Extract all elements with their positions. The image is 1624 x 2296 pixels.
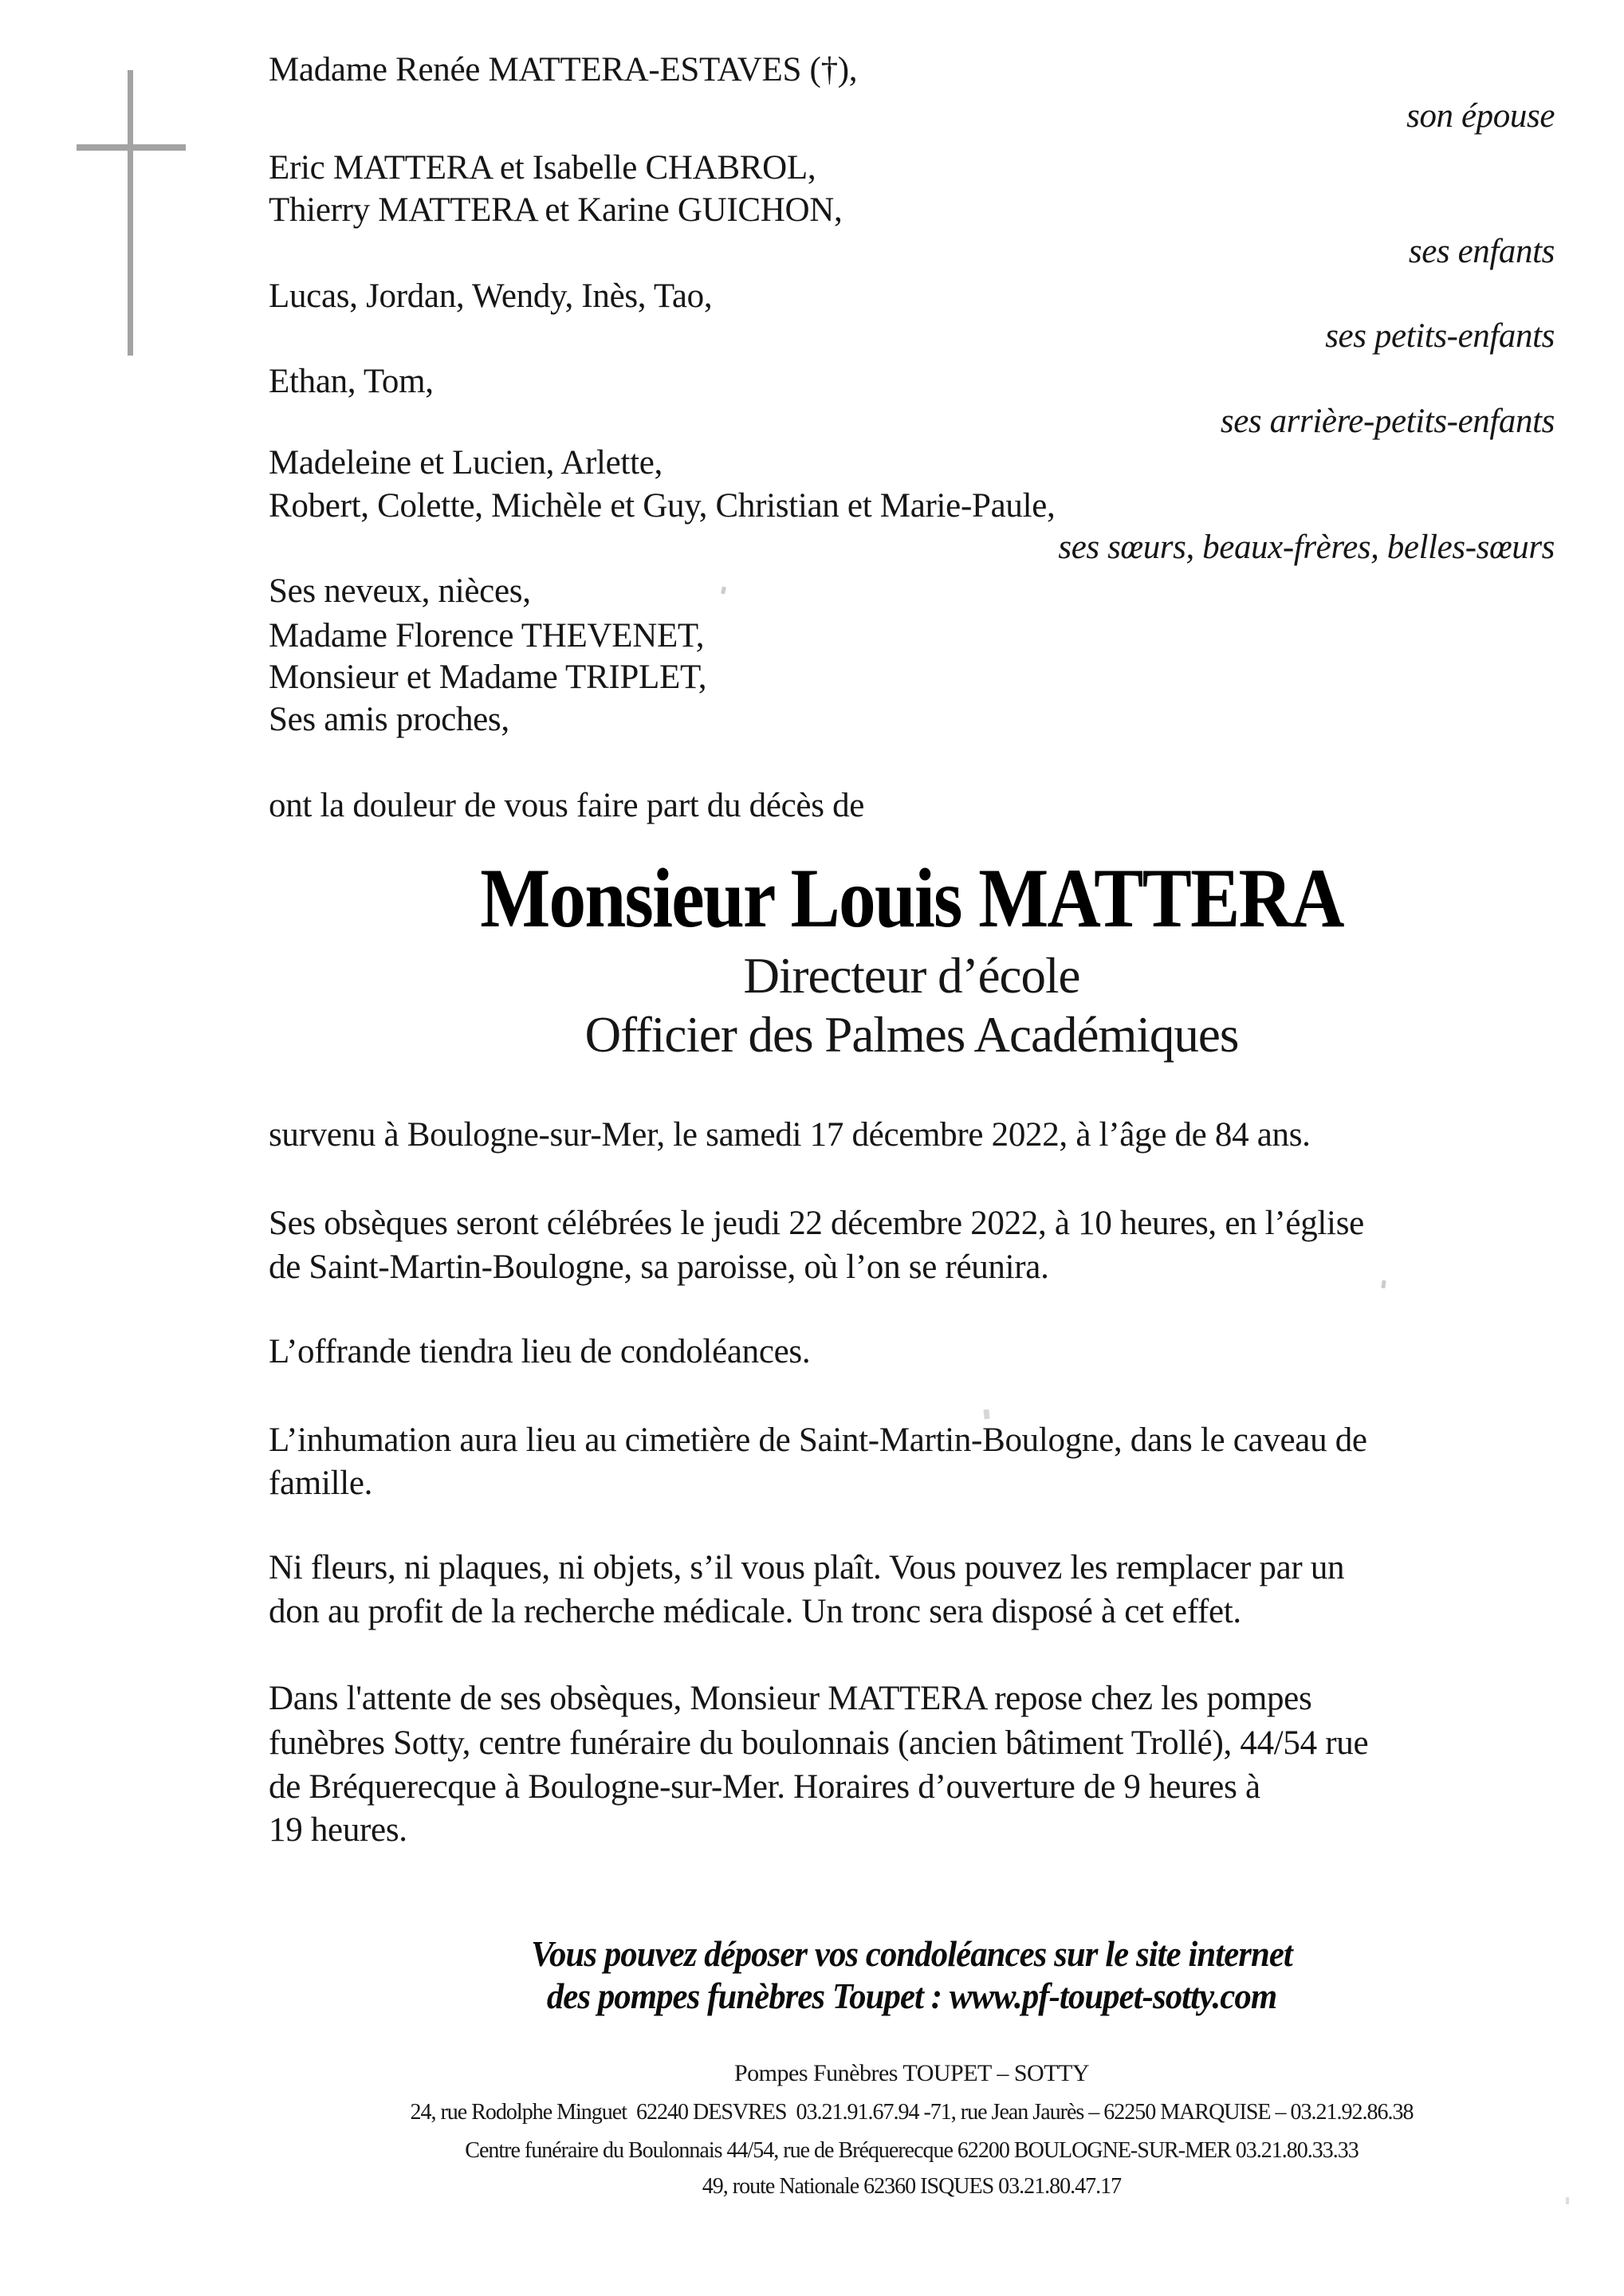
paragraph-line: funèbres Sotty, centre funéraire du boulonnais (ancien bâtiment Trollé), 44/54 rue [269, 1724, 1369, 1762]
deceased-title: Directeur d’école [743, 948, 1080, 1004]
paragraph-line: Ses obsèques seront célébrées le jeudi 22 décembre 2022, à 10 heures, en l’église [269, 1205, 1364, 1242]
relative-names-line: Thierry MATTERA et Karine GUICHON, [269, 191, 843, 229]
scan-speck [1381, 1280, 1386, 1289]
paragraph-line: Dans l'attente de ses obsèques, Monsieur MATTERA repose chez les pompes [269, 1680, 1312, 1717]
condolences-note-line: Vous pouvez déposer vos condoléances sur le site internet [531, 1933, 1292, 1974]
paragraph-line: 19 heures. [269, 1811, 407, 1849]
footer-address: 24, rue Rodolphe Minguet 62240 DESVRES 03.21.91.67.94 -71, rue Jean Jaurès – 62250 MARQUISE – 03.21.92.86.38 [410, 2100, 1414, 2125]
relative-names-line: Monsieur et Madame TRIPLET, [269, 659, 707, 696]
relative-names-line: Eric MATTERA et Isabelle CHABROL, [269, 149, 816, 187]
footer-address: Centre funéraire du Boulonnais 44/54, rue de Bréquerecque 62200 BOULOGNE-SUR-MER 03.21.80.33.33 [465, 2138, 1359, 2163]
announcement-intro: ont la douleur de vous faire part du décès de [269, 787, 865, 824]
memorial-cross-icon [77, 70, 186, 356]
relation-label: son épouse [1406, 97, 1555, 135]
relative-names-line: Robert, Colette, Michèle et Guy, Christian et Marie-Paule, [269, 487, 1056, 525]
deceased-title: Officier des Palmes Académiques [584, 1007, 1239, 1063]
relation-label: ses sœurs, beaux-frères, belles-sœurs [1058, 529, 1555, 566]
condolences-note-line: des pompes funèbres Toupet : www.pf-toupet-sotty.com [546, 1976, 1277, 2016]
paragraph-line: Ni fleurs, ni plaques, ni objets, s’il vous plaît. Vous pouvez les remplacer par un [269, 1549, 1345, 1586]
paragraph-line: L’offrande tiendra lieu de condoléances. [269, 1333, 811, 1370]
death-notice-line: survenu à Boulogne-sur-Mer, le samedi 17 décembre 2022, à l’âge de 84 ans. [269, 1116, 1311, 1154]
deceased-name: Monsieur Louis MATTERA [480, 851, 1343, 945]
relative-names-line: Madeleine et Lucien, Arlette, [269, 444, 663, 482]
scan-speck [983, 1409, 989, 1420]
paragraph-line: L’inhumation aura lieu au cimetière de Saint-Martin-Boulogne, dans le caveau de [269, 1421, 1367, 1459]
footer-company: Pompes Funèbres TOUPET – SOTTY [733, 2060, 1090, 2086]
relative-names-line: Ethan, Tom, [269, 363, 434, 400]
paragraph-line: famille. [269, 1464, 373, 1502]
paragraph-line: don au profit de la recherche médicale. Un tronc sera disposé à cet effet. [269, 1593, 1241, 1630]
relative-names-line: Madame Florence THEVENET, [269, 617, 705, 655]
relation-label: ses enfants [1408, 233, 1555, 270]
relative-names-line: Ses amis proches, [269, 701, 509, 738]
paragraph-line: de Saint-Martin-Boulogne, sa paroisse, où l’on se réunira. [269, 1248, 1049, 1286]
relative-names-line: Lucas, Jordan, Wendy, Inès, Tao, [269, 277, 713, 315]
cross-horizontal-bar [77, 144, 186, 151]
footer-address: 49, route Nationale 62360 ISQUES 03.21.80.47.17 [702, 2174, 1122, 2199]
relative-names-line: Ses neveux, nièces, [269, 572, 531, 610]
relative-names-line: Madame Renée MATTERA-ESTAVES (†), [269, 51, 858, 88]
relation-label: ses petits-enfants [1325, 317, 1555, 355]
cross-vertical-bar [128, 70, 133, 356]
relation-label: ses arrière-petits-enfants [1220, 403, 1555, 440]
paragraph-line: de Bréquerecque à Boulogne-sur-Mer. Horaires d’ouverture de 9 heures à [269, 1768, 1260, 1806]
scan-speck [1566, 2197, 1569, 2204]
